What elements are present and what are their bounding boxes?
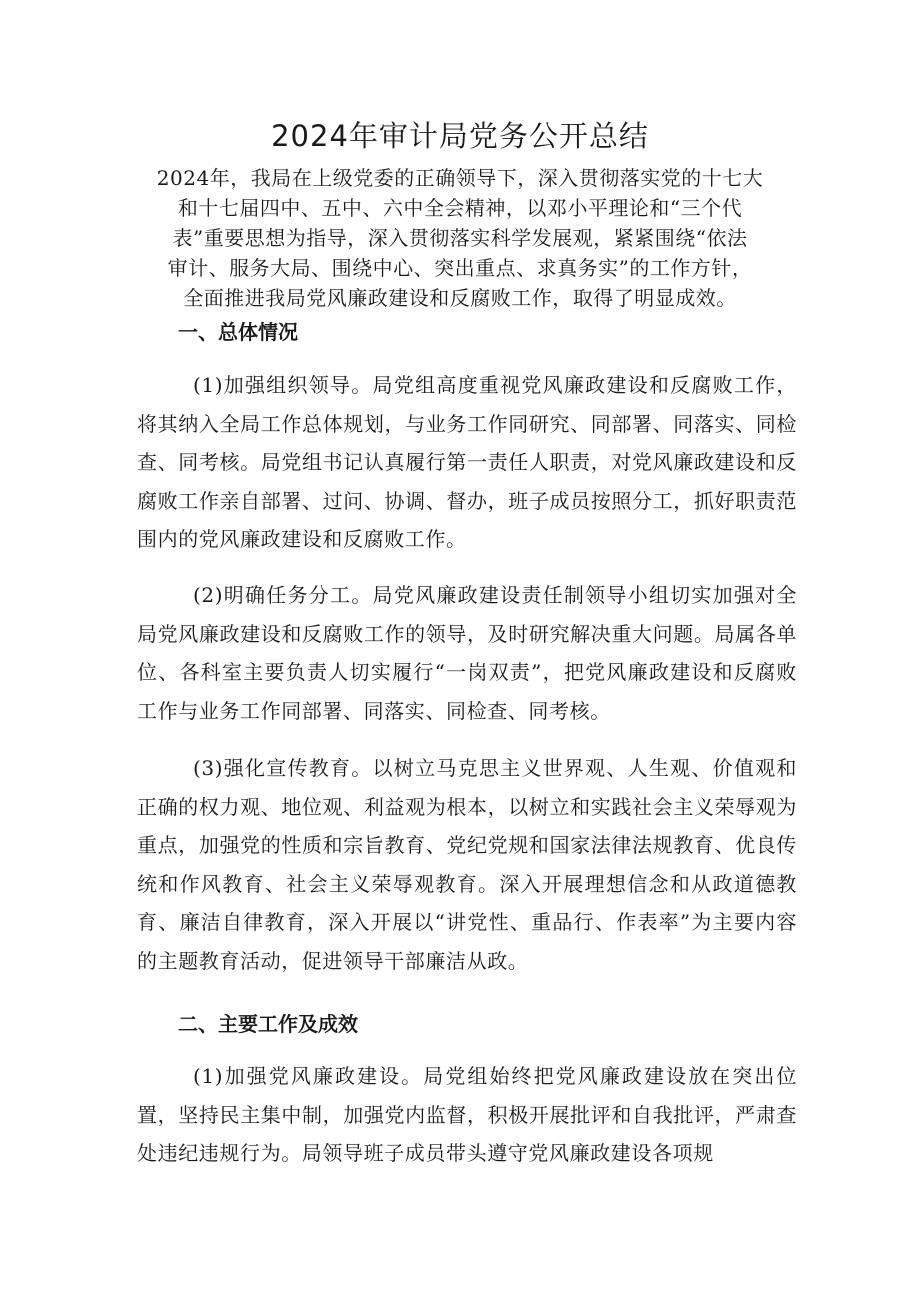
section-heading-overview: 一、总体情况 — [178, 320, 298, 344]
intro-line: 审计、服务大局、围绕中心、突出重点、求真务实”的工作方针， — [167, 256, 753, 280]
paragraph-publicity-education: (3)强化宣传教育。以树立马克思主义世界观、人生观、价值观和正确的权力观、地位观、利益观为根本，以树立和实践社会主义荣辱观为重点，加强党的性质和宗旨教育、党纪党规和国家法律法规教育、优良传统和作风教育、社会主义荣辱观教育。深入开展理想信念和从政道德教育、廉洁自律教育，深入开展以“讲党性、重品行、作表率”为主要内容的主题教育活动，促进领导干部廉洁从政。 — [137, 756, 797, 973]
intro-line: 2024年，我局在上级党委的正确领导下，深入贯彻落实党的十七大 — [156, 166, 764, 190]
intro-line: 全面推进我局党风廉政建设和反腐败工作，取得了明显成效。 — [183, 286, 737, 310]
intro-paragraph — [120, 163, 800, 313]
intro-line: 和十七届四中、五中、六中全会精神，以邓小平理论和“三个代 — [177, 196, 743, 220]
paragraph-task-division: (2)明确任务分工。局党风廉政建设责任制领导小组切实加强对全局党风廉政建设和反腐败工作的领导，及时研究解决重大问题。局属各单位、各科室主要负责人切实履行“一岗双责”，把党风廉政建设和反腐败工作与业务工作同部署、同落实、同检查、同考核。 — [137, 583, 797, 723]
intro-line: 表”重要思想为指导，深入贯彻落实科学发展观，紧紧围绕“依法 — [172, 226, 748, 250]
paragraph-party-conduct: (1)加强党风廉政建设。局党组始终把党风廉政建设放在突出位置，坚持民主集中制，加强党内监督，积极开展批评和自我批评，严肃查处违纪违规行为。局领导班子成员带头遵守党风廉政建设各项规 — [137, 1064, 797, 1165]
document-title: 2024年审计局党务公开总结 — [271, 119, 649, 153]
paragraph-organization-leadership: (1)加强组织领导。局党组高度重视党风廉政建设和反腐败工作，将其纳入全局工作总体规划，与业务工作同研究、同部署、同落实、同检查、同考核。局党组书记认真履行第一责任人职责，对党风廉政建设和反腐败工作亲自部署、过问、协调、督办，班子成员按照分工，抓好职责范围内的党风廉政建设和反腐败工作。 — [137, 373, 797, 551]
section-heading-main-work: 二、主要工作及成效 — [178, 1012, 358, 1036]
